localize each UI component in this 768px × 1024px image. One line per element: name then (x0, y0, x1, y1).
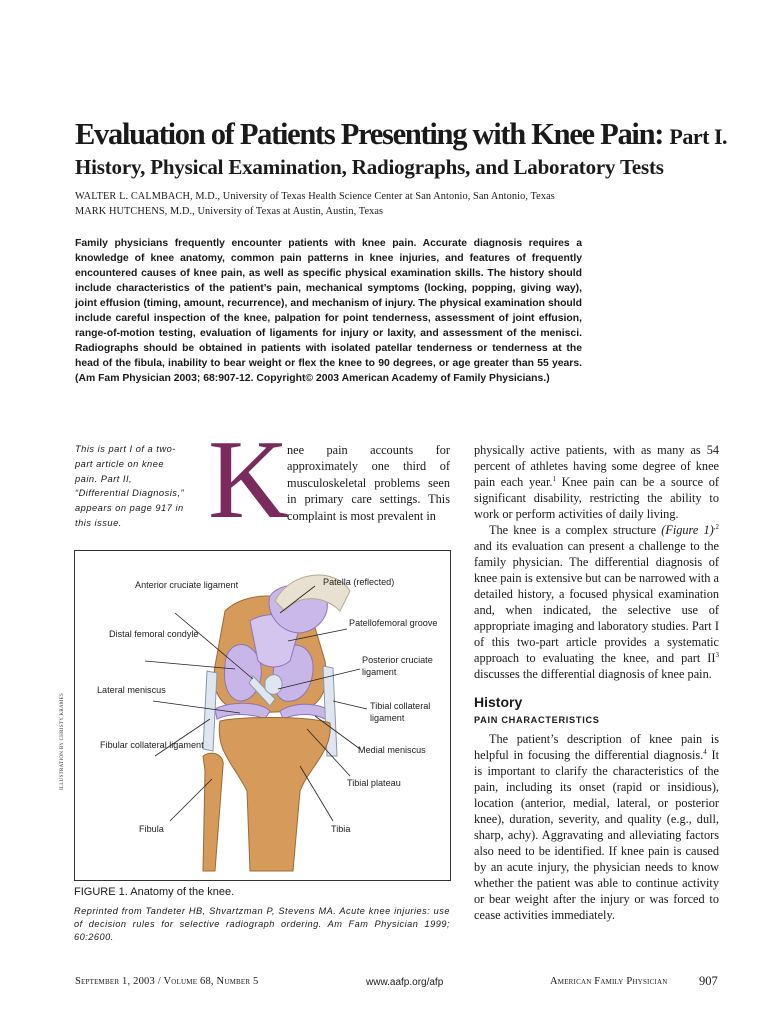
label-tibial-plateau: Tibial plateau (347, 778, 401, 788)
label-patella: Patella (reflected) (323, 577, 395, 587)
sidenote: This is part I of a two-part article on knee pain. Part II, “Differential Diagnosis,” appears on page 917 in this issue. (75, 444, 185, 528)
body-paragraph-3 (474, 731, 719, 923)
fibular-collateral-shape (203, 671, 217, 751)
title-part: Part I. (669, 124, 728, 149)
p1-text-b: Knee pain can be a source of significant disability, restricting the ability to work or perform activities of daily living. (474, 475, 719, 521)
body-paragraph-2 (474, 522, 719, 682)
fibula-shape (203, 753, 223, 871)
article-title (75, 116, 735, 155)
p2-text-b: and its evaluation can present a challenge to the family physician. The differential diagnosis of knee pain is extensive but can be narrowed with a detailed history, a focused physical examination and, when indicated, the selective use of appropriate imaging and laboratory studies. Part I of this two-part article provides a systematic approach to evaluating the knee, and part II (474, 539, 719, 665)
figure-source: Reprinted from Tandeter HB, Shvartzman P, Stevens MA. Acute knee injuries: use of decision rules for selective radiograph ordering. Am Fam Physician 1999; 60:2600. (74, 906, 450, 943)
footer-journal: American Family Physician (550, 976, 668, 987)
ref-2: ,2 (713, 522, 719, 531)
label-lateral-meniscus: Lateral meniscus (97, 685, 166, 695)
lateral-meniscus-shape (215, 703, 270, 719)
body-paragraph-1 (474, 442, 719, 522)
figure-caption: FIGURE 1. Anatomy of the knee. (74, 886, 235, 898)
p2-text-a: The knee is a complex structure (489, 523, 662, 537)
drop-cap: K (208, 418, 289, 542)
footer-url[interactable]: www.aafp.org/afp (366, 977, 444, 988)
p3-text-b: It is important to clarify the characteristics of the pain, including its onset (rapid or insidious), location (anterior, medial, lateral, or posterior knee), duration, severity, and quality (e.g., dull, sharp, achy). Aggravating and alleviating factors also need to be identified. If knee pain is caused by an acute injury, the physician needs to know whether the patient was able to continue activity or bear weight after the injury or was forced to cease activities immediately. (474, 748, 719, 922)
tibia-shape (219, 717, 330, 871)
label-fibula: Fibula (139, 824, 164, 834)
label-pcl: Posterior cruciate ligament (362, 655, 433, 677)
p2-text-c: discusses the differential diagnosis of knee pain. (474, 667, 712, 681)
ref-4: 4 (703, 747, 707, 756)
body-column-right (474, 442, 719, 923)
label-tibial-collateral: Tibial collateral ligament (370, 701, 431, 723)
intro-paragraph: nee pain accounts for approximately one third of musculoskeletal problems seen in primary care settings. This complaint is most prevalent in (287, 443, 450, 523)
label-tibia: Tibia (331, 824, 351, 834)
subheading-pain: PAIN CHARACTERISTICS (474, 715, 600, 725)
ref-3: 3 (715, 650, 719, 659)
figure-knee-anatomy (74, 550, 451, 881)
pcl-shape (265, 675, 282, 695)
author-line-1: WALTER L. CALMBACH, M.D., University of Texas Health Science Center at San Antonio, San Antonio, Texas (75, 191, 555, 202)
ref-1: 1 (552, 474, 557, 483)
label-acl: Anterior cruciate ligament (135, 580, 239, 590)
figure-ref: (Figure 1) (661, 523, 714, 537)
title-main: Evaluation of Patients Presenting with Knee Pain: (75, 117, 664, 151)
page-number: 907 (699, 974, 718, 988)
label-fibular-collateral: Fibular collateral ligament (100, 740, 204, 750)
article-subtitle: History, Physical Examination, Radiographs, and Laboratory Tests (75, 155, 664, 179)
label-patellofemoral: Patellofemoral groove (349, 618, 438, 628)
p1-text-a: physically active patients, with as many as 54 percent of athletes having some degree of knee pain each year. (474, 443, 719, 489)
illustration-credit: ILLUSTRATION BY CHRISTY KRAMES (60, 692, 65, 790)
footer-issue: September 1, 2003 / Volume 68, Number 5 (75, 976, 259, 987)
p3-text-a: The patient’s description of knee pain is helpful in focusing the differential diagnosis. (474, 732, 719, 762)
label-distal-femoral: Distal femoral condyle (109, 629, 199, 639)
author-line-2: MARK HUTCHENS, M.D., University of Texas at Austin, Austin, Texas (75, 206, 384, 217)
abstract: Family physicians frequently encounter patients with knee pain. Accurate diagnosis requires a knowledge of knee anatomy, common pain patterns in knee injuries, and features of frequently encountered causes of knee pain, as well as specific physical examination skills. The history should include characteristics of the patient’s pain, mechanical symptoms (locking, popping, giving way), joint effusion (timing, amount, recurrence), and mechanism of injury. The physical examination should include careful inspection of the knee, palpation for point tenderness, assessment of joint effusion, range-of-motion testing, evaluation of ligaments for injury or laxity, and assessment of the menisci. Radiographs should be obtained in patients with isolated patellar tenderness or tenderness at the head of the fibula, inability to bear weight or flex the knee to 90 degrees, or age greater than 55 years. (Am Fam Physician 2003; 68:907-12. Copyright© 2003 American Academy of Family Physicians.) (75, 238, 582, 384)
label-medial-meniscus: Medial meniscus (358, 745, 426, 755)
heading-history: History (474, 694, 523, 710)
